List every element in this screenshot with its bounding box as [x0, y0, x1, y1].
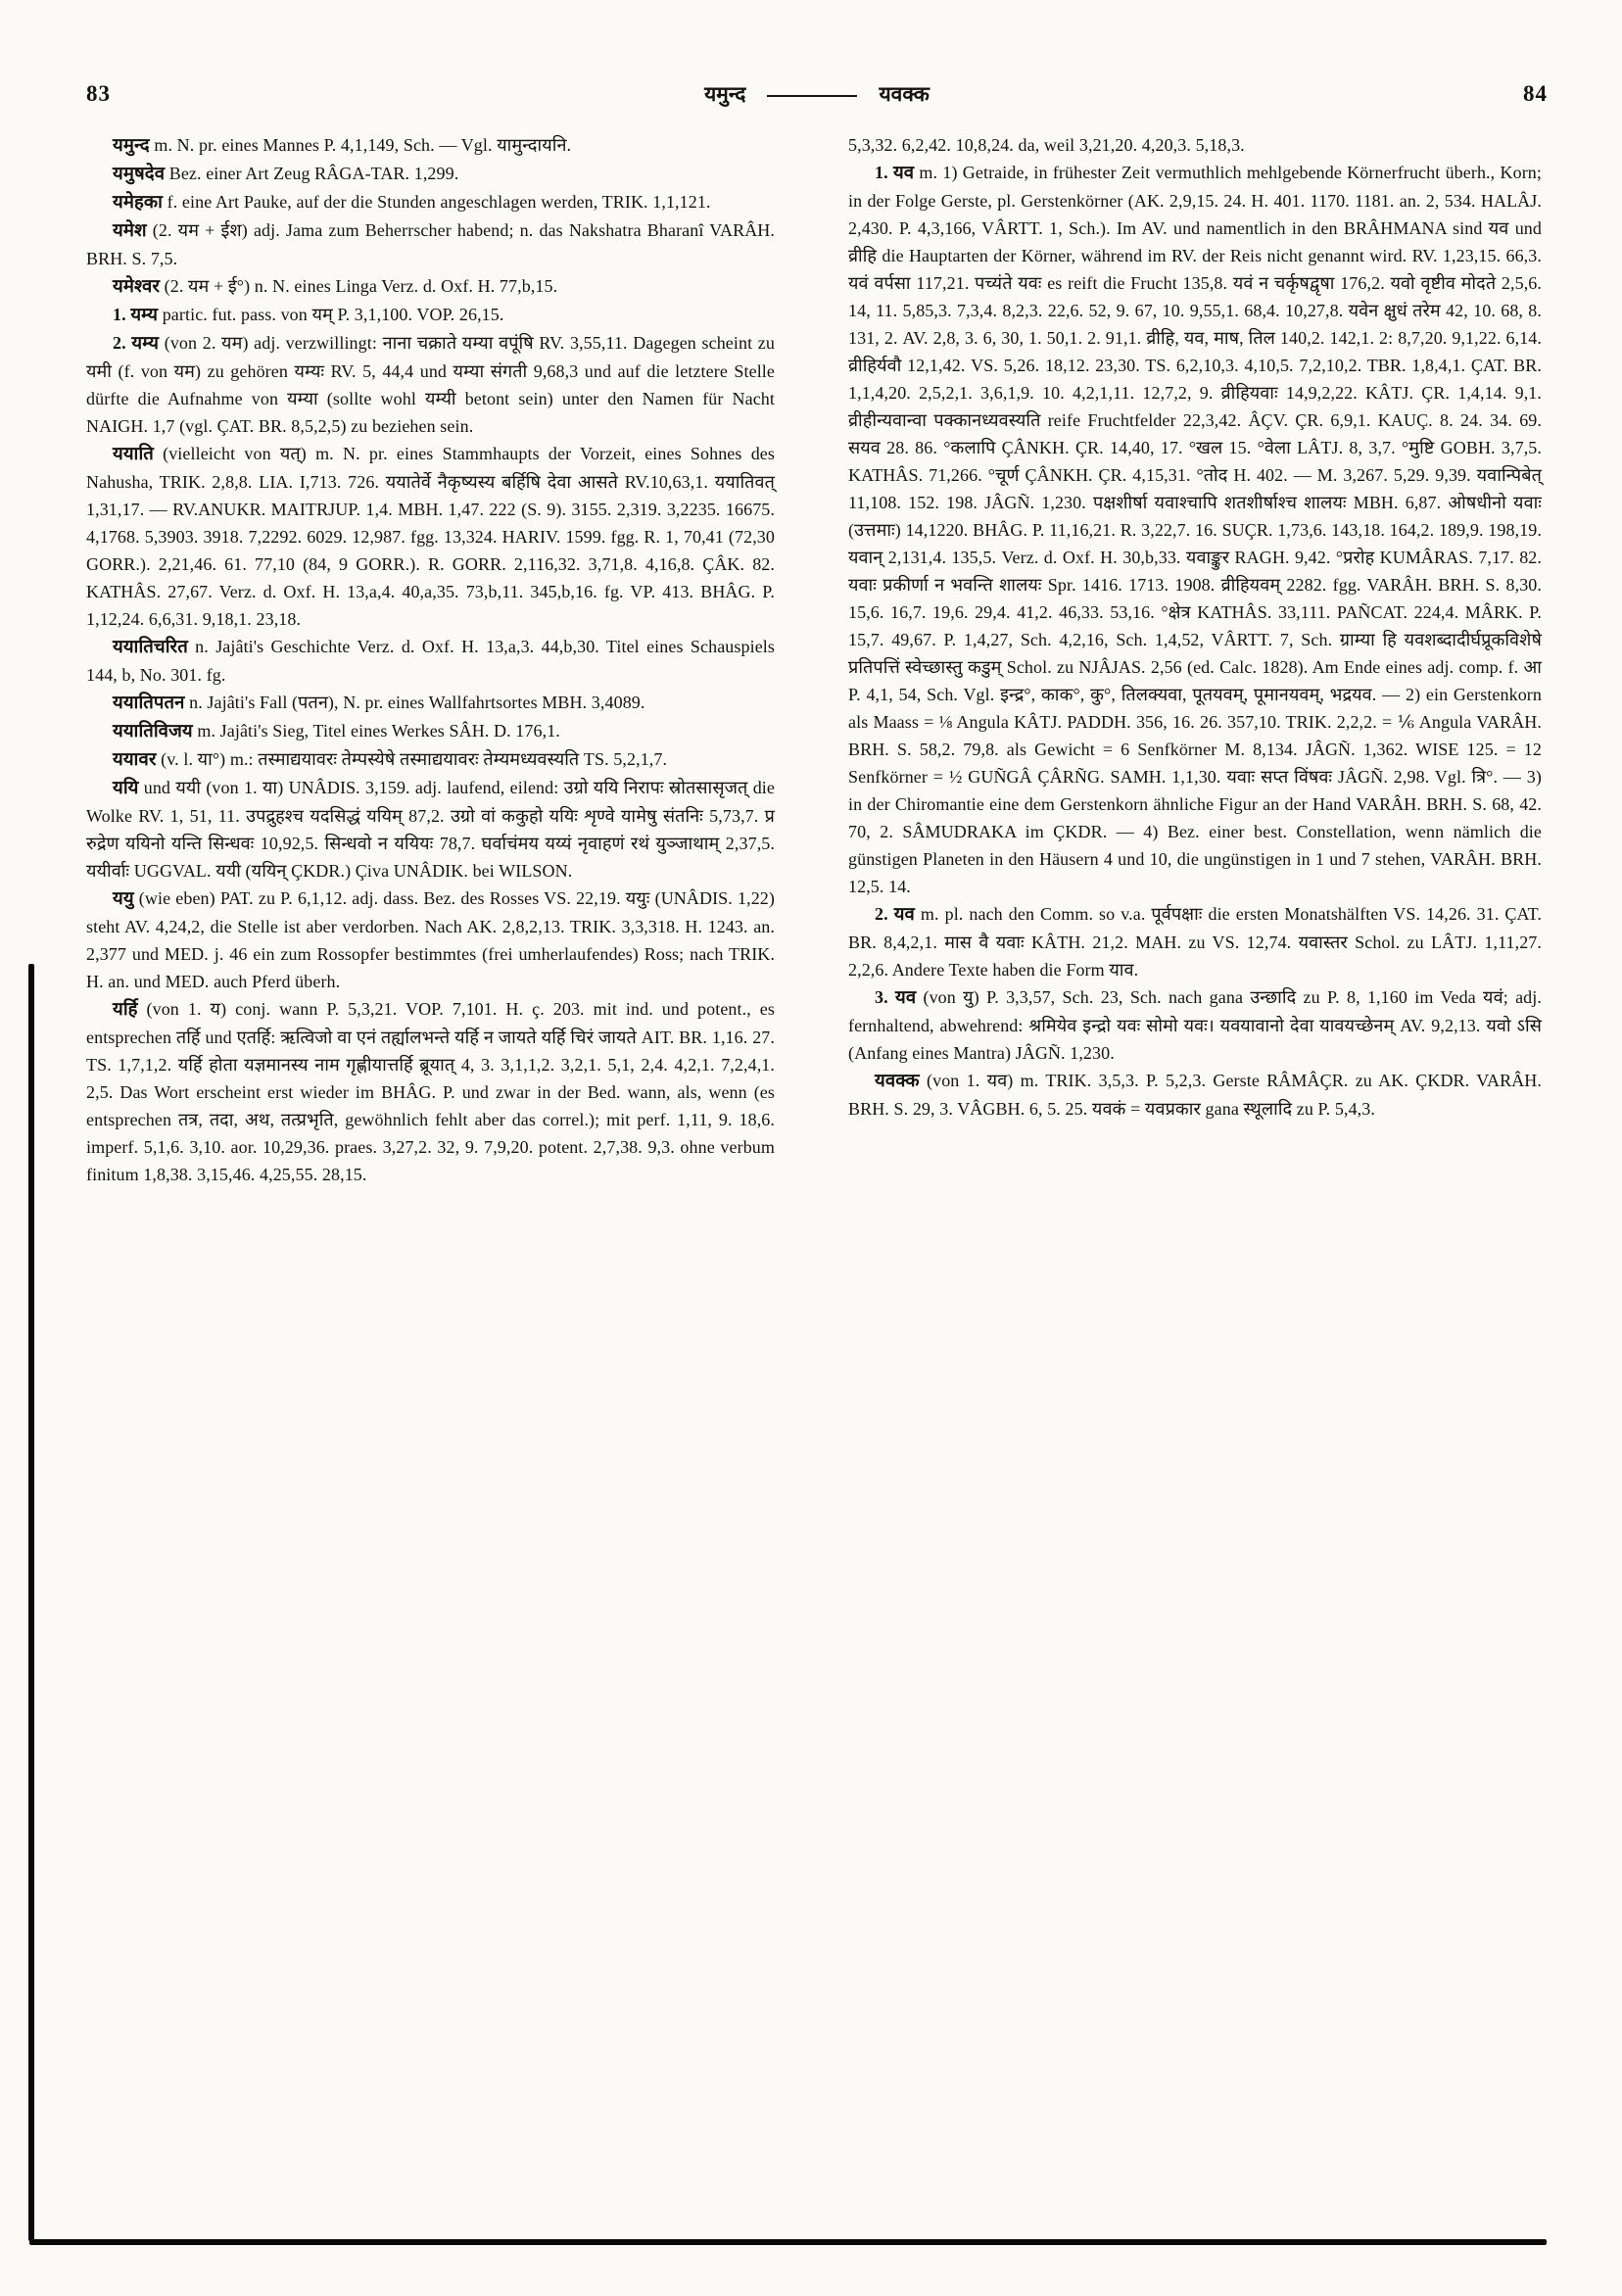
dictionary-entry: [86, 440, 775, 633]
dictionary-entry: [86, 272, 775, 301]
dictionary-entry: [86, 188, 775, 216]
entry-body: n. Jajâti's Fall (पतन), N. pr. eines Wallfahrtsortes MBH. 3,4089.: [189, 693, 645, 712]
entry-headword: यवक्क: [875, 1072, 920, 1091]
entry-body: (von यु) P. 3,3,57, Sch. 23, Sch. nach gana उन्छादि zu P. 8, 1,160 im Veda यवं; adj. fernhaltend, abwehrend: श्रमियेव इन्द्रो यवः सोमो यवः। यवयावानो देवा यावयच्छेनम् AV. 9,2,13. यवो ऽसि (Anfang eines Mantra) JÂGÑ. 1,230.: [848, 987, 1542, 1063]
entry-headword: यव: [893, 905, 915, 925]
running-head-rule: [767, 95, 857, 97]
entry-body: Bez. einer Art Zeug RÂGA-TAR. 1,299.: [168, 164, 459, 183]
dictionary-entry: [86, 633, 775, 689]
entry-headword: यमेश्वर: [113, 277, 161, 297]
entry-headword: यमुषदेव: [113, 165, 166, 184]
dictionary-entry: [848, 983, 1542, 1067]
entry-continuation: [848, 131, 1542, 159]
dictionary-entry: [86, 745, 775, 774]
dictionary-entry: [86, 717, 775, 745]
scan-edge-bottom: [29, 2239, 1547, 2245]
entry-headword: यव: [894, 988, 917, 1008]
entry-body: partic. fut. pass. von यम् P. 3,1,100. VOP. 26,15.: [162, 305, 504, 324]
entry-body: (wie eben) PAT. zu P. 6,1,12. adj. dass. Bez. des Rosses VS. 22,19. ययुः (UNÂDIS. 1,22) steht AV. 4,24,2, die Stelle ist aber verdorben. Nach AK. 2,8,2,13. TRIK. 3,3,318. H. 1243. an. 2,377 und MED. j. 46 ein zum Rossopfer bestimmtes (frei umherlaufendes) Ross; nach TRIK. H. an. und MED. auch Pferd überh.: [86, 888, 775, 991]
running-head-first-word: यमुन्द: [704, 82, 746, 106]
entry-body: (2. यम + ईश) adj. Jama zum Beherrscher habend; n. das Nakshatra Bharanî VARÂH. BRH. S. 7,5.: [86, 220, 775, 268]
entry-headword: यर्हि: [113, 1000, 138, 1020]
entry-body: (v. l. या°) m.: तस्माद्ययावरः तेम्पस्येषे तस्माद्ययावरः तेम्यमध्यवस्यति TS. 5,2,1,7.: [161, 749, 668, 769]
entry-headword: यमेश: [113, 221, 147, 241]
dictionary-entry: [86, 301, 775, 329]
entry-body: m. 1) Getraide, in frühester Zeit vermuthlich mehlgebende Körnerfrucht überh., Korn; in der Folge Gerste, pl. Gerstenkörner (AK. 2,9,15. 24. H. 401. 1170. 1181. an. 2, 534. HALÂJ. 2,430. P. 4,3,166, VÂRTT. 1, Sch.). Im AV. und namentlich in den BRÂHMANA sind यव und व्रीहि die Hauptarten der Körner, während im RV. der Reis nicht genannt wird. RV. 1,23,15. 66,3. यवं वर्पसा 117,21. पच्यंते यवः es reift die Frucht 135,8. यवं न चर्कृषद्वृषा 176,2. यवो वृष्टीव मोदते 2,5,6. 14, 11. 5,85,3. 7,3,4. 8,2,3. 22,6. 52, 9. 67, 10. 9,55,1. 68,4. 10,27,8. यवेन क्षुधं तरेम 42, 10. 68, 8. 131, 2. AV. 2,8, 3. 6, 30, 1. 50,1. 2. 91,1. व्रीहि, यव, माष, तिल 140,2. 142,1. 2: 8,7,20. 9,1,22. 6,14. व्रीहिर्यवौ 12,1,42. VS. 5,26. 18,12. 23,30. TS. 6,2,10,3. 4,10,5. 7,2,10,2. TBR. 1,8,4,1. ÇAT. BR. 1,1,4,20. 2,5,2,1. 3,6,1,9. 10. 4,2,1,11. 12,7,2, 9. व्रीहियवाः 14,9,2,22. KÂTJ. ÇR. 1,4,14. 9,1. व्रीहीन्यवान्वा पक्कानध्यवस्यति reife Fruchtfelder 22,3,42. ÂÇV. ÇR. 6,9,1. KAUÇ. 8. 24. 34. 69. सयव 28. 86. °कलापि ÇÂNKH. ÇR. 14,40, 17. °खल 15. °वेला LÂTJ. 8, 3,7. °मुष्टि GOBH. 3,7,5. KATHÂS. 71,266. °चूर्ण ÇÂNKH. ÇR. 4,15,31. °तोद H. 402. — M. 3,267. 5,29. 9,39. यवान्पिबेत् 11,108. 152. 198. JÂGÑ. 1,230. पक्षशीर्षा यवाश्चापि शतशीर्षाश्च शालयः MBH. 6,87. ओषधीनो यवाः (उत्तमाः) 14,1220. BHÂG. P. 11,16,21. R. 3,22,7. 16. SUÇR. 1,73,6. 143,18. 164,2. 189,9. 198,19. यवान् 2,131,4. 135,5. Verz. d. Oxf. H. 30,b,33. यवाङ्कुर RAGH. 9,42. °प्ररोह KUMÂRAS. 7,17. 82. यवाः प्रकीर्णा न भवन्ति शालयः Spr. 1416. 1713. 1908. व्रीहियवम् 2282. fgg. VARÂH. BRH. S. 8,30. 15,6. 16,7. 19,6. 29,4. 41,2. 46,33. 53,16. °क्षेत्र KATHÂS. 33,111. PAÑCAT. 224,4. MÂRK. P. 15,7. 49,67. P. 1,4,27, Sch. 4,2,16, Sch. 1,4,52, VÂRTT. 7, Sch. ग्राम्या हि यवशब्दादीर्घप्रूकविशेषे प्रतिपत्तिं स्वेच्छास्तु कडुम् Schol. zu NJÂJAS. 2,56 (ed. Calc. 1828). Am Ende eines adj. comp. f. आ P. 4,1, 54, Sch. Vgl. इन्द्र°, काक°, कु°, तिलक्यवा, पूतयवम्, पूमानयवम्, भद्रयव. — 2) ein Gerstenkorn als Maass = ⅛ Angula KÂTJ. PADDH. 356, 16. 26. 357,10. TRIK. 2,2,2. = ⅙ Angula VARÂH. BRH. S. 58,2. 79,8. als Gewicht = 6 Senfkörner M. 8,134. JÂGÑ. 1,362. WISE 125. = 12 Senfkörner = ½ GUÑGÂ ÇÂRÑG. SAMH. 1,1,30. यवाः सप्त विंषवः JÂGÑ. 2,98. Vgl. त्रि°. — 3) in der Chiromantie eine dem Gerstenkorn ähnliche Figur an der Hand VARÂH. BRH. S. 68, 42. 70, 2. SÂMUDRAKA im ÇKDR. — 4) Bez. einer best. Constellation, wenn nämlich die günstigen Planeten in den Häusern 4 und 10, die ungünstigen in 1 und 7 stehen, VARÂH. BRH. 12,5. 14.: [848, 163, 1542, 896]
entry-headword: यम्य: [130, 306, 159, 325]
dictionary-entry: [848, 900, 1542, 983]
entry-body: (von 2. यम) adj. verzwillingt: नाना चक्राते यम्या वपूंषि RV. 3,55,11. Dagegen scheint zu यमी (f. von यम) zu gehören यम्यः RV. 5, 44,4 und यम्या संगती 9,68,3 und auf die letztere Stelle dürfte die Aufnahme von यम्या (sollte wohl यम्यी betont sein) unter den Namen für Nacht NAIGH. 1,7 (vgl. ÇAT. BR. 8,5,2,5) zu beziehen sein.: [86, 333, 775, 436]
entry-headword: ययि: [113, 779, 139, 798]
page-number-right: 84: [1522, 81, 1548, 106]
entry-headword: यम्य: [131, 334, 160, 354]
entry-headword: यमुन्द: [113, 136, 150, 156]
entry-headword: ययातिचरित: [113, 638, 188, 657]
entry-headword: ययातिपतन: [113, 694, 185, 713]
column-left: [86, 131, 775, 1188]
entry-homonym-number: 3.: [875, 987, 888, 1007]
dictionary-entry: [86, 329, 775, 440]
page-number-left: 83: [86, 81, 111, 106]
entry-headword: यव: [892, 164, 915, 183]
entry-homonym-number: 1.: [875, 163, 888, 182]
entry-headword: ययावर: [113, 750, 157, 770]
dictionary-entry: [86, 216, 775, 272]
entry-body: 5,3,32. 6,2,42. 10,8,24. da, weil 3,21,20. 4,20,3. 5,18,3.: [848, 135, 1245, 155]
entry-body: n. Jajâti's Geschichte Verz. d. Oxf. H. 13,a,3. 44,b,30. Titel eines Schauspiels 144, b, No. 301. fg.: [86, 637, 775, 685]
entry-body: m. pl. nach den Comm. so v.a. पूर्वपक्षाः die ersten Monatshälften VS. 14,26. 31. ÇAT. BR. 8,4,2,1. मास वै यवाः KÂTH. 21,2. MAH. zu VS. 12,74. यवास्तर Schol. zu LÂTJ. 1,11,27. 2,2,6. Andere Texte haben die Form याव.: [848, 904, 1542, 980]
dictionary-entry: [86, 689, 775, 717]
entry-body: (vielleicht von यत्) m. N. pr. eines Stammhaupts der Vorzeit, eines Sohnes des Nahusha, TRIK. 2,8,8. LIA. I,713. 726. ययातेर्वे नैकृष्यस्य बर्हिषि देवा आसते RV.10,63,1. ययातिवत् 1,31,17. — RV.ANUKR. MAITRJUP. 1,4. MBH. 1,47. 222 (S. 9). 3155. 2,319. 3,2235. 16675. 4,1768. 5,3903. 3918. 7,2292. 6029. 12,987. fgg. 13,324. HARIV. 1599. fgg. R. 1, 70,41 (72,30 GORR.). 2,21,46. 61. 77,10 (84, 9 GORR.). R. GORR. 2,116,32. 3,71,8. 4,16,8. ÇÂK. 82. KATHÂS. 27,67. Verz. d. Oxf. H. 13,a,4. 40,a,35. 73,b,11. 345,b,16. fg. VP. 413. BHÂG. P. 1,12,24. 6,6,31. 9,18,1. 23,18.: [86, 444, 776, 629]
entry-body: f. eine Art Pauke, auf der die Stunden angeschlagen werden, TRIK. 1,1,121.: [167, 192, 711, 212]
entry-headword: ययाति: [113, 445, 154, 464]
dictionary-entry: [86, 131, 775, 160]
entry-headword: ययु: [113, 889, 134, 909]
dictionary-entry: [86, 774, 775, 885]
entry-body: m. N. pr. eines Mannes P. 4,1,149, Sch. — Vgl. यामुन्दायनि.: [154, 135, 572, 155]
entry-homonym-number: 1.: [113, 305, 126, 324]
entry-body: m. Jajâti's Sieg, Titel eines Werkes SÂH. D. 176,1.: [197, 721, 560, 741]
running-head: [86, 80, 1548, 108]
dictionary-entry: [86, 885, 775, 995]
dictionary-entry: [86, 995, 775, 1188]
entry-body: (von 1. यव) m. TRIK. 3,5,3. P. 5,2,3. Gerste RÂMÂÇR. zu AK. ÇKDR. VARÂH. BRH. S. 29, 3. VÂGBH. 6, 5. 25. यवकं = यवप्रकार gana स्थूलादि zu P. 5,4,3.: [848, 1071, 1542, 1119]
dictionary-entry: [848, 159, 1542, 900]
scan-edge-left: [28, 964, 34, 2241]
entry-headword: ययातिविजय: [113, 722, 193, 741]
dictionary-entry: [86, 160, 775, 188]
entry-body: (von 1. य) conj. wann P. 5,3,21. VOP. 7,101. H. ç. 203. mit ind. und potent., es entsprechen तर्हि und एतर्हि: ऋत्विजो वा एनं तर्ह्यालभन्ते यर्हि न जायते यर्हि चिरं जायते AIT. BR. 1,16. 27. TS. 1,7,1,2. यर्हि होता यज्ञमानस्य नाम गृह्णीयात्तर्हि ब्रूयात् 4, 3. 3,1,1,2. 3,2,1. 5,1, 2,4. 4,2,1. 7,2,4,1. 2,5. Das Wort erscheint erst wieder im BHÂG. P. und zwar in der Bed. wann, als, wenn (es entsprechen तत्र, तदा, अथ, तत्प्रभृति, gewöhnlich fehlt aber das correl.); mit perf. 1,11, 9. 18,6. imperf. 5,1,6. 3,10. aor. 10,29,36. praes. 3,27,2. 32, 9. 7,9,20. potent. 2,7,38. 9,3. ohne verbum finitum 1,8,38. 3,15,46. 4,25,55. 28,15.: [86, 999, 775, 1184]
running-head-last-word: यवक्क: [879, 82, 930, 106]
entry-body: (2. यम + ई°) n. N. eines Linga Verz. d. Oxf. H. 77,b,15.: [164, 276, 558, 296]
running-head-words: [704, 80, 930, 108]
entry-body: und ययी (von 1. या) UNÂDIS. 3,159. adj. laufend, eilend: उग्रो ययि निरापः स्रोतसासृजत् die Wolke RV. 1, 51, 11. उपद्रुहश्च यदसिद्धं ययिम् 87,2. उग्रो वां ककुहो ययिः शृण्वे यामेषु संतनिः 5,73,7. प्र रुद्रेण ययिनो यन्ति सिन्धवः 10,92,5. सिन्धवो न ययियः 78,7. घर्वाचंमय यय्यं नृवाहणं रथं युञ्जाथाम् 2,37,5. ययीर्वाः UGGVAL. ययी (ययिन् ÇKDR.) Çiva UNÂDIK. bei WILSON.: [86, 778, 775, 881]
entry-headword: यमेहका: [113, 193, 164, 213]
entry-homonym-number: 2.: [113, 333, 126, 353]
dictionary-entry: [848, 1067, 1542, 1123]
entry-homonym-number: 2.: [875, 904, 888, 924]
column-right: [848, 131, 1542, 1123]
